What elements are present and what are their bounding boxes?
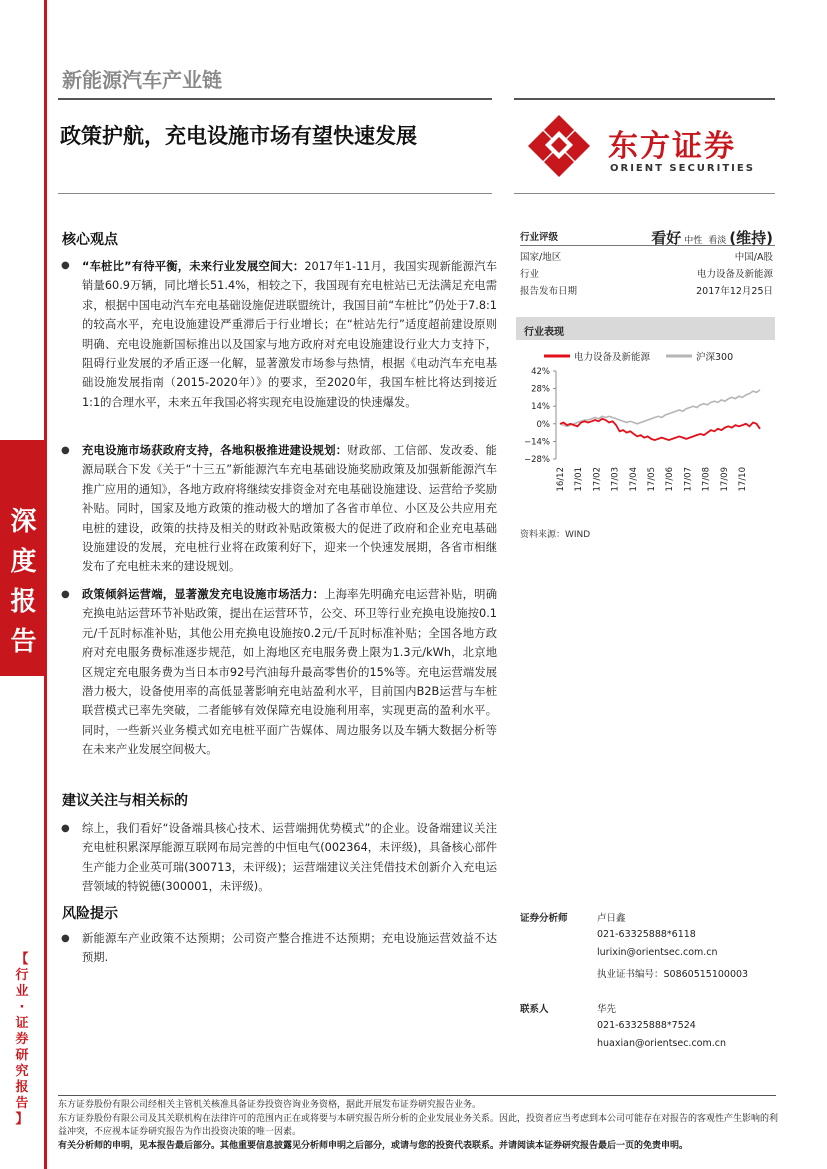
series-line [560, 419, 760, 440]
category-char: 证 [15, 1016, 29, 1031]
category-char: 业 [15, 984, 29, 999]
row-key: 行业 [520, 269, 540, 280]
rating-row [520, 224, 775, 246]
title-rule [58, 193, 492, 194]
performance-heading: 行业表现 [516, 317, 775, 340]
industry-rating [520, 224, 775, 297]
category-char: 报 [15, 1080, 29, 1095]
report-title: 政策护航，充电设施市场有望快速发展 [60, 124, 417, 148]
bullet-icon: ● [61, 933, 70, 944]
core-heading: 核心观点 [62, 232, 118, 248]
analyst-label: 证券分析师 [520, 913, 568, 924]
contact-phone: 021-63325888*7524 [597, 1020, 696, 1031]
y-tick-label: −28% [523, 455, 550, 465]
disclaimer-line: 有关分析师的申明，见本报告最后部分。其他重要信息披露见分析师申明之后部分，或请与您的投资代表联系。并请阅读本证券研究报告最后一页的免责申明。 [58, 1140, 689, 1151]
row-value: 2017年12月25日 [696, 286, 773, 297]
y-tick-label: 0% [536, 419, 550, 430]
point-lead: “车桩比”有待平衡，未来行业发展空间大： [82, 260, 305, 273]
analyst-email[interactable]: lurixin@orientsec.com.cn [597, 947, 718, 958]
x-tick-label: 17/07 [683, 467, 694, 492]
bullet-icon: ● [61, 589, 70, 600]
rating-bearish: 看淡 [708, 236, 727, 246]
y-tick-label: 14% [531, 402, 550, 413]
header-rule-right [514, 98, 775, 100]
category-char: · [19, 1000, 25, 1015]
legend-label: 电力设备及新能源 [574, 352, 651, 363]
bullet-icon: ● [61, 260, 70, 271]
badge-char: 报 [10, 587, 37, 617]
analyst-name: 卢日鑫 [597, 913, 626, 924]
rating-status: (维持) [729, 229, 773, 247]
chart-source: 资料来源：WIND [520, 530, 591, 540]
point-body: 上海率先明确充电运营补贴，明确充换电站运营环节补贴政策，提出在运营环节，公交、环卫等行业充换电设施按0.1元/千瓦时标准补贴，其他公用充换电设施按0.2元/千瓦时标准补贴；全国各地方政府对充电服务费标准逐步规范，如上海地区充电服务费上限为1.3元/kWh，北京地区规定充电服务费为当日本市92号汽油每升最高零售价的15%等。充电运营端发展潜力极大，设备使用率的高低显著影响充电站盈利水平，目前国内B2B运营与车桩联营模式已率先突破，二者能够有效保障充电设施利用率，实现更高的盈利水平。同时，一些新兴业务模式如充电桩平面广告媒体、周边服务以及车辆大数据分析等在未来产业发展空间极大。 [82, 588, 497, 757]
x-tick-label: 17/01 [574, 467, 585, 492]
contact-email[interactable]: huaxian@orientsec.com.cn [597, 1038, 727, 1049]
x-tick-label: 17/09 [719, 467, 730, 492]
row-key: 报告发布日期 [520, 286, 578, 297]
recommend-text: 综上，我们看好“设备端具核心技术、运营端拥优势模式”的企业。设备端建议关注充电桩积累深厚能源互联网布局完善的中恒电气(002364，未评级)，具备核心部件生产能力企业英可瑞(300713，未评级)；运营端建议关注凭借技术创新介入充电运营领域的特锐德(300001，未评级)。 [82, 822, 497, 894]
x-tick-label: 17/05 [647, 467, 657, 492]
logo-chinese-name: 东方证券 [608, 129, 736, 164]
legend-label: 沪深300 [696, 352, 734, 363]
category-char: 告 [15, 1096, 29, 1111]
disclaimer-line: 东方证券股份有限公司及其关联机构在法律许可的范围内正在或将要与本研究报告所分析的企业发展业务关系。因此，投资者应当考虑到本公司可能存在对报告的客观性产生影响的利益冲突，不应视本证券研究报告为作出投资决策的唯一因素。 [58, 1113, 779, 1137]
point-lead: 充电设施市场获政府支持，各地积极推进建设规划： [82, 444, 348, 457]
rating-row [520, 280, 775, 297]
recommend-heading: 建议关注与相关标的 [62, 793, 188, 809]
badge-char: 深 [10, 507, 37, 537]
contact-label: 联系人 [520, 1004, 549, 1015]
core-point-2 [82, 441, 497, 577]
footer-rule [58, 1095, 776, 1096]
analyst-phone: 021-63325888*6118 [597, 929, 696, 940]
category-char: 【 [15, 952, 29, 967]
deep-report-badge [0, 440, 47, 676]
category-char: 券 [15, 1032, 29, 1047]
badge-char: 告 [10, 627, 37, 657]
logo-english-name: ORIENT SECURITIES [610, 163, 755, 174]
report-category-label [0, 952, 44, 1127]
risk-heading: 风险提示 [62, 906, 118, 922]
category-char: 行 [15, 968, 29, 983]
category-char: 研 [15, 1048, 29, 1063]
company-logo [524, 111, 774, 181]
badge-char: 度 [10, 547, 37, 577]
x-tick-label: 17/03 [610, 467, 621, 492]
point-body: 财政部、工信部、发改委、能源局联合下发《关于“十三五”新能源汽车充电基础设施奖励政策及加强新能源汽车推广应用的通知》，各地方政府将继续安排资金对充电基础设施建设、运营给予奖励补贴。同时，国家及地方政策的推动极大的增加了各省市单位、小区及公共应用充电桩的建设，政策的扶持及相关的财政补贴政策极大的促进了政府和企业充电基础设施建设的发展，充电桩行业将在政策利好下，迎来一个快速发展期，各省市相继发布了充电桩未来的建设规划。 [82, 444, 497, 574]
contact-name: 华先 [597, 1004, 617, 1015]
y-tick-label: −14% [523, 437, 550, 448]
disclaimer [58, 1099, 778, 1153]
rating-row [520, 246, 775, 263]
bullet-icon: ● [61, 823, 70, 834]
sector-name: 新能源汽车产业链 [62, 68, 222, 92]
point-body: 2017年1-11月，我国实现新能源汽车销量60.9万辆，同比增长51.4%，相较之下，我国现有充电桩站已无法满足充电需求，根据中国电动汽车充电基础设施促进联盟统计，我国目前“车桩比”仍处于7.8:1的较高水平，充电设施建设严重滞后于行业增长；在“桩站先行”适度超前建设原则明确、充电设施新国标推出以及国家与地方政府对充电设施建设行业大力支持下，阻碍行业发展的矛盾正逐一化解，显著激发市场参与热情，根据《电动汽车充电基础设施发展指南（2015-2020年）》的要求，至2020年，我国车桩比将达到接近1:1的合理水平，未来五年我国必将实现充电设施建设的快速爆发。 [82, 260, 497, 409]
point-lead: 政策倾斜运营端，显著激发充电设施市场活力： [82, 588, 325, 601]
core-point-3 [82, 585, 497, 760]
core-point-1 [82, 257, 497, 412]
x-tick-label: 17/04 [628, 467, 639, 492]
category-char: 】 [15, 1112, 29, 1127]
rating-label: 行业评级 [520, 232, 559, 243]
performance-chart [516, 346, 775, 520]
y-tick-label: 28% [531, 384, 550, 395]
x-tick-label: 17/10 [738, 467, 748, 492]
title-rule-right [514, 193, 775, 194]
row-value: 电力设备及新能源 [696, 269, 773, 280]
risk-text: 新能源车产业政策不达预期；公司资产整合推进不达预期；充电设施运营效益不达预期. [82, 932, 497, 965]
x-tick-label: 16/12 [556, 467, 566, 492]
bullet-icon: ● [61, 445, 70, 456]
rating-values [651, 227, 773, 248]
analyst-license: 执业证书编号：S0860515100003 [597, 969, 749, 980]
x-tick-label: 17/02 [592, 467, 603, 492]
y-tick-label: 42% [531, 367, 550, 377]
rating-value: 看好 [651, 229, 682, 247]
logo-mark-icon [524, 111, 594, 181]
row-value: 中国/A股 [734, 252, 773, 263]
x-tick-label: 17/06 [665, 467, 676, 492]
rating-neutral: 中性 [684, 236, 703, 246]
disclaimer-line: 东方证券股份有限公司经相关主管机关核准具备证券投资咨询业务资格，据此开展发布证券研究报告业务。 [58, 1100, 482, 1110]
rating-row [520, 263, 775, 280]
category-char: 究 [15, 1064, 29, 1079]
row-key: 国家/地区 [520, 252, 562, 263]
series-line [560, 390, 760, 426]
header-rule [58, 98, 492, 100]
x-tick-label: 17/08 [701, 467, 712, 492]
